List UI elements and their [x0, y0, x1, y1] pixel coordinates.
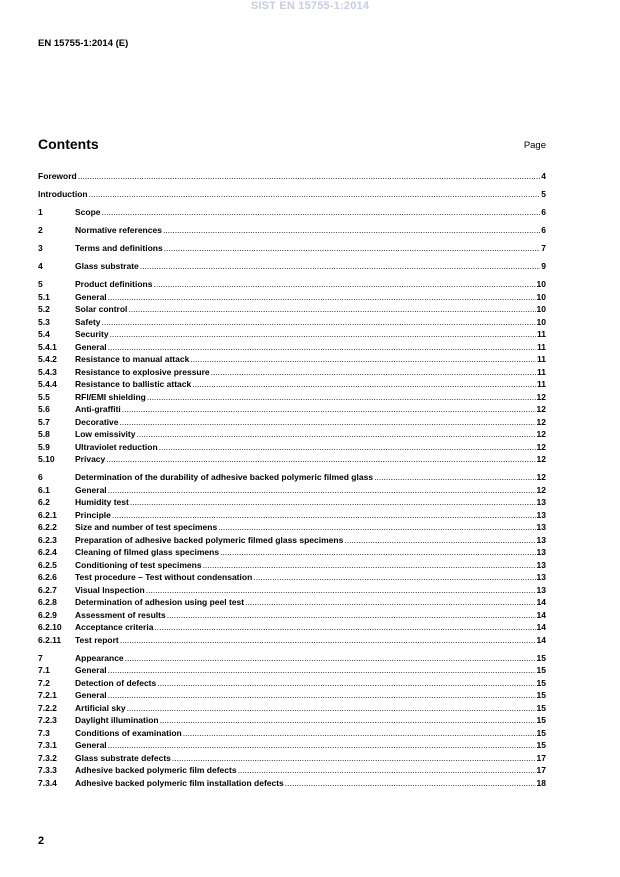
toc-entry-number: 5.7 [38, 416, 50, 427]
toc-entry-page: 14 [536, 634, 546, 645]
toc-entry-page: 13 [536, 497, 546, 507]
toc-entry[interactable] [38, 353, 546, 366]
toc-entry-title: Ultraviolet reduction [75, 441, 158, 452]
toc-entry-number: 6.2.3 [38, 534, 57, 545]
toc-entry[interactable] [38, 571, 546, 584]
dot-leader [154, 621, 535, 634]
toc-entry-page: 13 [536, 559, 546, 570]
dot-leader [160, 714, 536, 727]
toc-entry-number: 7.3.2 [38, 752, 57, 763]
toc-entry-page: 10 [536, 316, 546, 327]
dot-leader [108, 484, 536, 497]
dot-leader [245, 596, 535, 609]
toc-entry-title: General [75, 690, 107, 700]
dot-leader [172, 752, 536, 765]
toc-entry[interactable] [38, 496, 546, 509]
dot-leader [153, 278, 535, 291]
toc-entry-number: 6.2.7 [38, 584, 57, 595]
toc-entry[interactable] [38, 453, 546, 466]
dot-leader [211, 366, 536, 379]
toc-entry-page: 15 [536, 665, 546, 675]
toc-entry[interactable] [38, 584, 546, 597]
dot-leader [89, 188, 541, 201]
toc-entry-number: 6.2.8 [38, 597, 57, 607]
toc-entry-title: Anti-graffiti [75, 404, 121, 414]
toc-entry-number: 7.2.3 [38, 715, 57, 725]
toc-entry[interactable] [38, 596, 546, 609]
toc-entry-page: 17 [536, 765, 546, 775]
dot-leader [127, 702, 536, 715]
dot-leader [146, 584, 536, 597]
dot-leader [374, 471, 535, 484]
toc-entry-title: Resistance to manual attack [75, 354, 190, 364]
dot-leader [130, 496, 536, 509]
toc-entry[interactable] [38, 714, 546, 727]
toc-entry-number: 6.1 [38, 484, 50, 495]
toc-entry-title: Cleaning of filmed glass specimens [75, 547, 220, 557]
toc-entry-title: Scope [75, 207, 101, 217]
dot-leader [253, 571, 535, 584]
toc-entry-title: Introduction [38, 189, 88, 199]
dot-leader [140, 260, 540, 273]
toc-entry-number: 6.2.11 [38, 634, 62, 645]
toc-entry-title: Determination of adhesion using peel test [75, 597, 245, 607]
toc-entry-page: 9 [541, 261, 546, 271]
toc-entry-page: 11 [537, 366, 546, 377]
toc-entry[interactable] [38, 727, 546, 740]
toc-entry-number: 5.4.2 [38, 354, 57, 364]
toc-entry[interactable] [38, 303, 546, 316]
toc-entry-title: Solar control [75, 304, 128, 314]
toc-entry-title: Test procedure – Test without condensation [75, 572, 253, 582]
toc-entry[interactable] [38, 702, 546, 715]
document-identifier: EN 15755-1:2014 (E) [38, 38, 129, 49]
dot-leader [102, 206, 541, 219]
toc-entry-title: General [75, 484, 107, 495]
dot-leader [108, 664, 536, 677]
toc-entry[interactable] [38, 206, 546, 219]
toc-entry[interactable] [38, 752, 546, 765]
toc-entry-title: Product definitions [75, 279, 153, 289]
toc-entry-title: Adhesive backed polymeric film defects [75, 765, 237, 775]
toc-entry-title: Glass substrate [75, 261, 139, 271]
toc-entry-number: 5 [38, 279, 43, 289]
toc-entry-number: 6.2 [38, 497, 50, 507]
toc-entry-title: Decorative [75, 416, 119, 427]
toc-entry[interactable] [38, 391, 546, 404]
toc-entry-number: 7 [38, 652, 43, 663]
toc-entry-title: Size and number of test specimens [75, 522, 218, 532]
toc-entry-title: Test report [75, 634, 119, 645]
toc-entry[interactable] [38, 609, 546, 622]
toc-entry-page: 11 [537, 341, 546, 352]
toc-entry-number: 5.3 [38, 316, 50, 327]
toc-entry-page: 12 [536, 404, 546, 414]
toc-entry-title: Humidity test [75, 497, 129, 507]
page-number: 2 [38, 835, 45, 847]
dot-leader [110, 328, 536, 341]
dot-leader [119, 416, 535, 429]
dot-leader [167, 609, 536, 622]
toc-entry-number: 5.4.4 [38, 379, 57, 389]
toc-entry-page: 10 [536, 304, 546, 314]
dot-leader [106, 453, 535, 466]
toc-entry-number: 5.1 [38, 291, 50, 302]
toc-entry[interactable] [38, 403, 546, 416]
dot-leader [78, 170, 541, 183]
toc-entry-title: Principle [75, 509, 111, 520]
toc-entry-page: 13 [536, 584, 546, 595]
toc-entry-title: General [75, 341, 107, 352]
toc-entry-title: Normative references [75, 225, 162, 235]
toc-entry-number: 6 [38, 472, 43, 482]
dot-leader [112, 509, 536, 522]
toc-entry-number: 7.3.1 [38, 740, 57, 750]
dot-leader [164, 242, 541, 255]
toc-entry-title: Detection of defects [75, 677, 157, 688]
toc-entry[interactable] [38, 242, 546, 255]
toc-entry-title: Conditions of examination [75, 727, 182, 738]
toc-entry[interactable] [38, 521, 546, 534]
toc-entry-page: 14 [536, 609, 546, 620]
dot-leader [108, 341, 536, 354]
toc-entry-number: 7.2 [38, 677, 50, 688]
toc-entry-title: General [75, 665, 107, 675]
toc-entry[interactable] [38, 484, 546, 497]
dot-leader [190, 353, 536, 366]
toc-entry[interactable] [38, 316, 546, 329]
toc-entry-number: 5.4 [38, 329, 50, 339]
toc-entry[interactable] [38, 689, 546, 702]
toc-entry-title: Foreword [38, 171, 77, 181]
toc-entry-title: Appearance [75, 652, 124, 663]
toc-entry-title: Terms and definitions [75, 243, 163, 253]
toc-entry-page: 15 [536, 727, 546, 738]
toc-entry[interactable] [38, 546, 546, 559]
dot-leader [220, 546, 535, 559]
dot-leader [344, 534, 535, 547]
toc-entry-title: Glass substrate defects [75, 752, 171, 763]
dot-leader [122, 403, 536, 416]
toc-entry[interactable] [38, 509, 546, 522]
toc-entry-page: 15 [536, 740, 546, 750]
toc-entry-page: 13 [536, 547, 546, 557]
toc-entry-title: Daylight illumination [75, 715, 159, 725]
toc-entry[interactable] [38, 291, 546, 304]
toc-entry-title: Resistance to explosive pressure [75, 366, 210, 377]
toc-entry-number: 6.2.2 [38, 522, 57, 532]
toc-entry-title: Resistance to ballistic attack [75, 379, 192, 389]
toc-entry[interactable] [38, 224, 546, 237]
toc-entry-title: Preparation of adhesive backed polymeric filmed glass specimens [75, 534, 344, 545]
toc-entry-page: 15 [536, 690, 546, 700]
dot-leader [108, 739, 536, 752]
contents-heading: Contents [38, 136, 99, 152]
toc-entry-page: 13 [536, 509, 546, 520]
toc-entry-number: 6.2.6 [38, 572, 57, 582]
toc-entry[interactable] [38, 739, 546, 752]
toc-entry-page: 12 [536, 416, 546, 427]
toc-entry-page: 18 [536, 777, 546, 788]
toc-entry-number: 7.3 [38, 727, 50, 738]
dot-leader [108, 689, 536, 702]
dot-leader [136, 428, 535, 441]
toc-entry-number: 5.2 [38, 304, 50, 314]
page-column-label: Page [523, 140, 546, 151]
toc-entry[interactable] [38, 441, 546, 454]
toc-entry-number: 7.3.3 [38, 765, 57, 775]
toc-entry-number: 3 [38, 243, 43, 253]
toc-entry-title: Security [75, 329, 109, 339]
toc-entry-number: 7.2.1 [38, 690, 57, 700]
dot-leader [120, 634, 536, 647]
dot-leader [125, 652, 536, 665]
toc-entry-number: 5.8 [38, 429, 50, 439]
dot-leader [102, 316, 536, 329]
toc-entry[interactable] [38, 471, 546, 484]
toc-entry-title: Low emissivity [75, 429, 136, 439]
toc-entry-number: 7.1 [38, 665, 50, 675]
toc-entry[interactable] [38, 341, 546, 354]
toc-entry-page: 6 [541, 225, 546, 235]
toc-entry-page: 13 [536, 534, 546, 545]
dot-leader [147, 391, 536, 404]
toc-entry-number: 7.3.4 [38, 777, 57, 788]
toc-entry[interactable] [38, 559, 546, 572]
toc-entry[interactable] [38, 764, 546, 777]
toc-entry-page: 13 [536, 572, 546, 582]
toc-entry[interactable] [38, 328, 546, 341]
toc-entry[interactable] [38, 621, 546, 634]
toc-entry-number: 5.6 [38, 404, 50, 414]
toc-entry[interactable] [38, 428, 546, 441]
dot-leader [203, 559, 536, 572]
toc-entry-title: Acceptance criteria [75, 622, 154, 632]
toc-entry-title: RFI/EMI shielding [75, 391, 146, 402]
toc-entry-page: 15 [536, 677, 546, 688]
toc-entry-title: Privacy [75, 454, 106, 464]
toc-entry-page: 11 [537, 379, 546, 389]
watermark: SIST EN 15755-1:2014 [250, 0, 370, 12]
toc-entry[interactable] [38, 378, 546, 391]
toc-entry[interactable] [38, 677, 546, 690]
toc-entry-number: 6.2.5 [38, 559, 57, 570]
toc-entry-number: 5.4.1 [38, 341, 57, 352]
dot-leader [183, 727, 536, 740]
toc-entry-page: 11 [537, 329, 546, 339]
toc-entry-page: 12 [536, 441, 546, 452]
toc-entry[interactable] [38, 777, 546, 790]
toc-entry-title: Visual Inspection [75, 584, 145, 595]
toc-entry[interactable] [38, 366, 546, 379]
toc-entry-number: 4 [38, 261, 43, 271]
toc-entry-page: 12 [536, 472, 546, 482]
toc-entry-title: Safety [75, 316, 101, 327]
toc-entry-number: 1 [38, 207, 43, 217]
toc-entry-number: 5.10 [38, 454, 55, 464]
toc-entry-page: 5 [541, 189, 546, 199]
dot-leader [192, 378, 536, 391]
toc-entry[interactable] [38, 534, 546, 547]
toc-entry-title: Determination of the durability of adhesive backed polymeric filmed glass [75, 472, 374, 482]
dot-leader [238, 764, 536, 777]
toc-entry[interactable] [38, 416, 546, 429]
dot-leader [218, 521, 535, 534]
toc-entry-page: 7 [541, 243, 546, 253]
toc-entry[interactable] [38, 664, 546, 677]
toc-entry-number: 6.2.4 [38, 547, 57, 557]
toc-entry-number: 6.2.1 [38, 509, 57, 520]
toc-entry[interactable] [38, 634, 546, 647]
toc-entry-number: 5.9 [38, 441, 50, 452]
toc-entry-number: 6.2.9 [38, 609, 57, 620]
toc-entry-page: 15 [536, 652, 546, 663]
toc-entry-page: 12 [536, 429, 546, 439]
toc-entry-page: 15 [536, 715, 546, 725]
toc-entry-page: 10 [536, 291, 546, 302]
toc-entry-page: 4 [541, 171, 546, 181]
dot-leader [108, 291, 536, 304]
toc-entry-page: 15 [536, 702, 546, 713]
toc-entry-number: 5.4.3 [38, 366, 57, 377]
table-of-contents [38, 170, 546, 789]
toc-entry-title: General [75, 291, 107, 302]
dot-leader [163, 224, 540, 237]
toc-entry-page: 14 [536, 622, 546, 632]
toc-entry-page: 12 [536, 454, 546, 464]
toc-entry-title: Adhesive backed polymeric film installation defects [75, 777, 284, 788]
toc-entry-title: Conditioning of test specimens [75, 559, 202, 570]
toc-entry-page: 12 [536, 484, 546, 495]
toc-entry-number: 5.5 [38, 391, 50, 402]
toc-entry[interactable] [38, 652, 546, 665]
toc-entry[interactable] [38, 188, 546, 201]
toc-entry-number: 7.2.2 [38, 702, 57, 713]
toc-entry-page: 13 [536, 522, 546, 532]
toc-entry[interactable] [38, 260, 546, 273]
toc-entry-page: 10 [536, 279, 546, 289]
toc-entry[interactable] [38, 278, 546, 291]
toc-entry-title: Artificial sky [75, 702, 126, 713]
toc-entry-page: 11 [537, 354, 546, 364]
toc-entry-title: Assessment of results [75, 609, 166, 620]
toc-entry-page: 14 [536, 597, 546, 607]
toc-entry-number: 2 [38, 225, 43, 235]
dot-leader [159, 441, 536, 454]
toc-entry-title: General [75, 740, 107, 750]
toc-entry[interactable] [38, 170, 546, 183]
dot-leader [157, 677, 535, 690]
toc-entry-number: 6.2.10 [38, 622, 62, 632]
toc-entry-page: 6 [541, 207, 546, 217]
toc-entry-page: 12 [536, 391, 546, 402]
dot-leader [128, 303, 535, 316]
dot-leader [285, 777, 536, 790]
toc-entry-page: 17 [536, 752, 546, 763]
